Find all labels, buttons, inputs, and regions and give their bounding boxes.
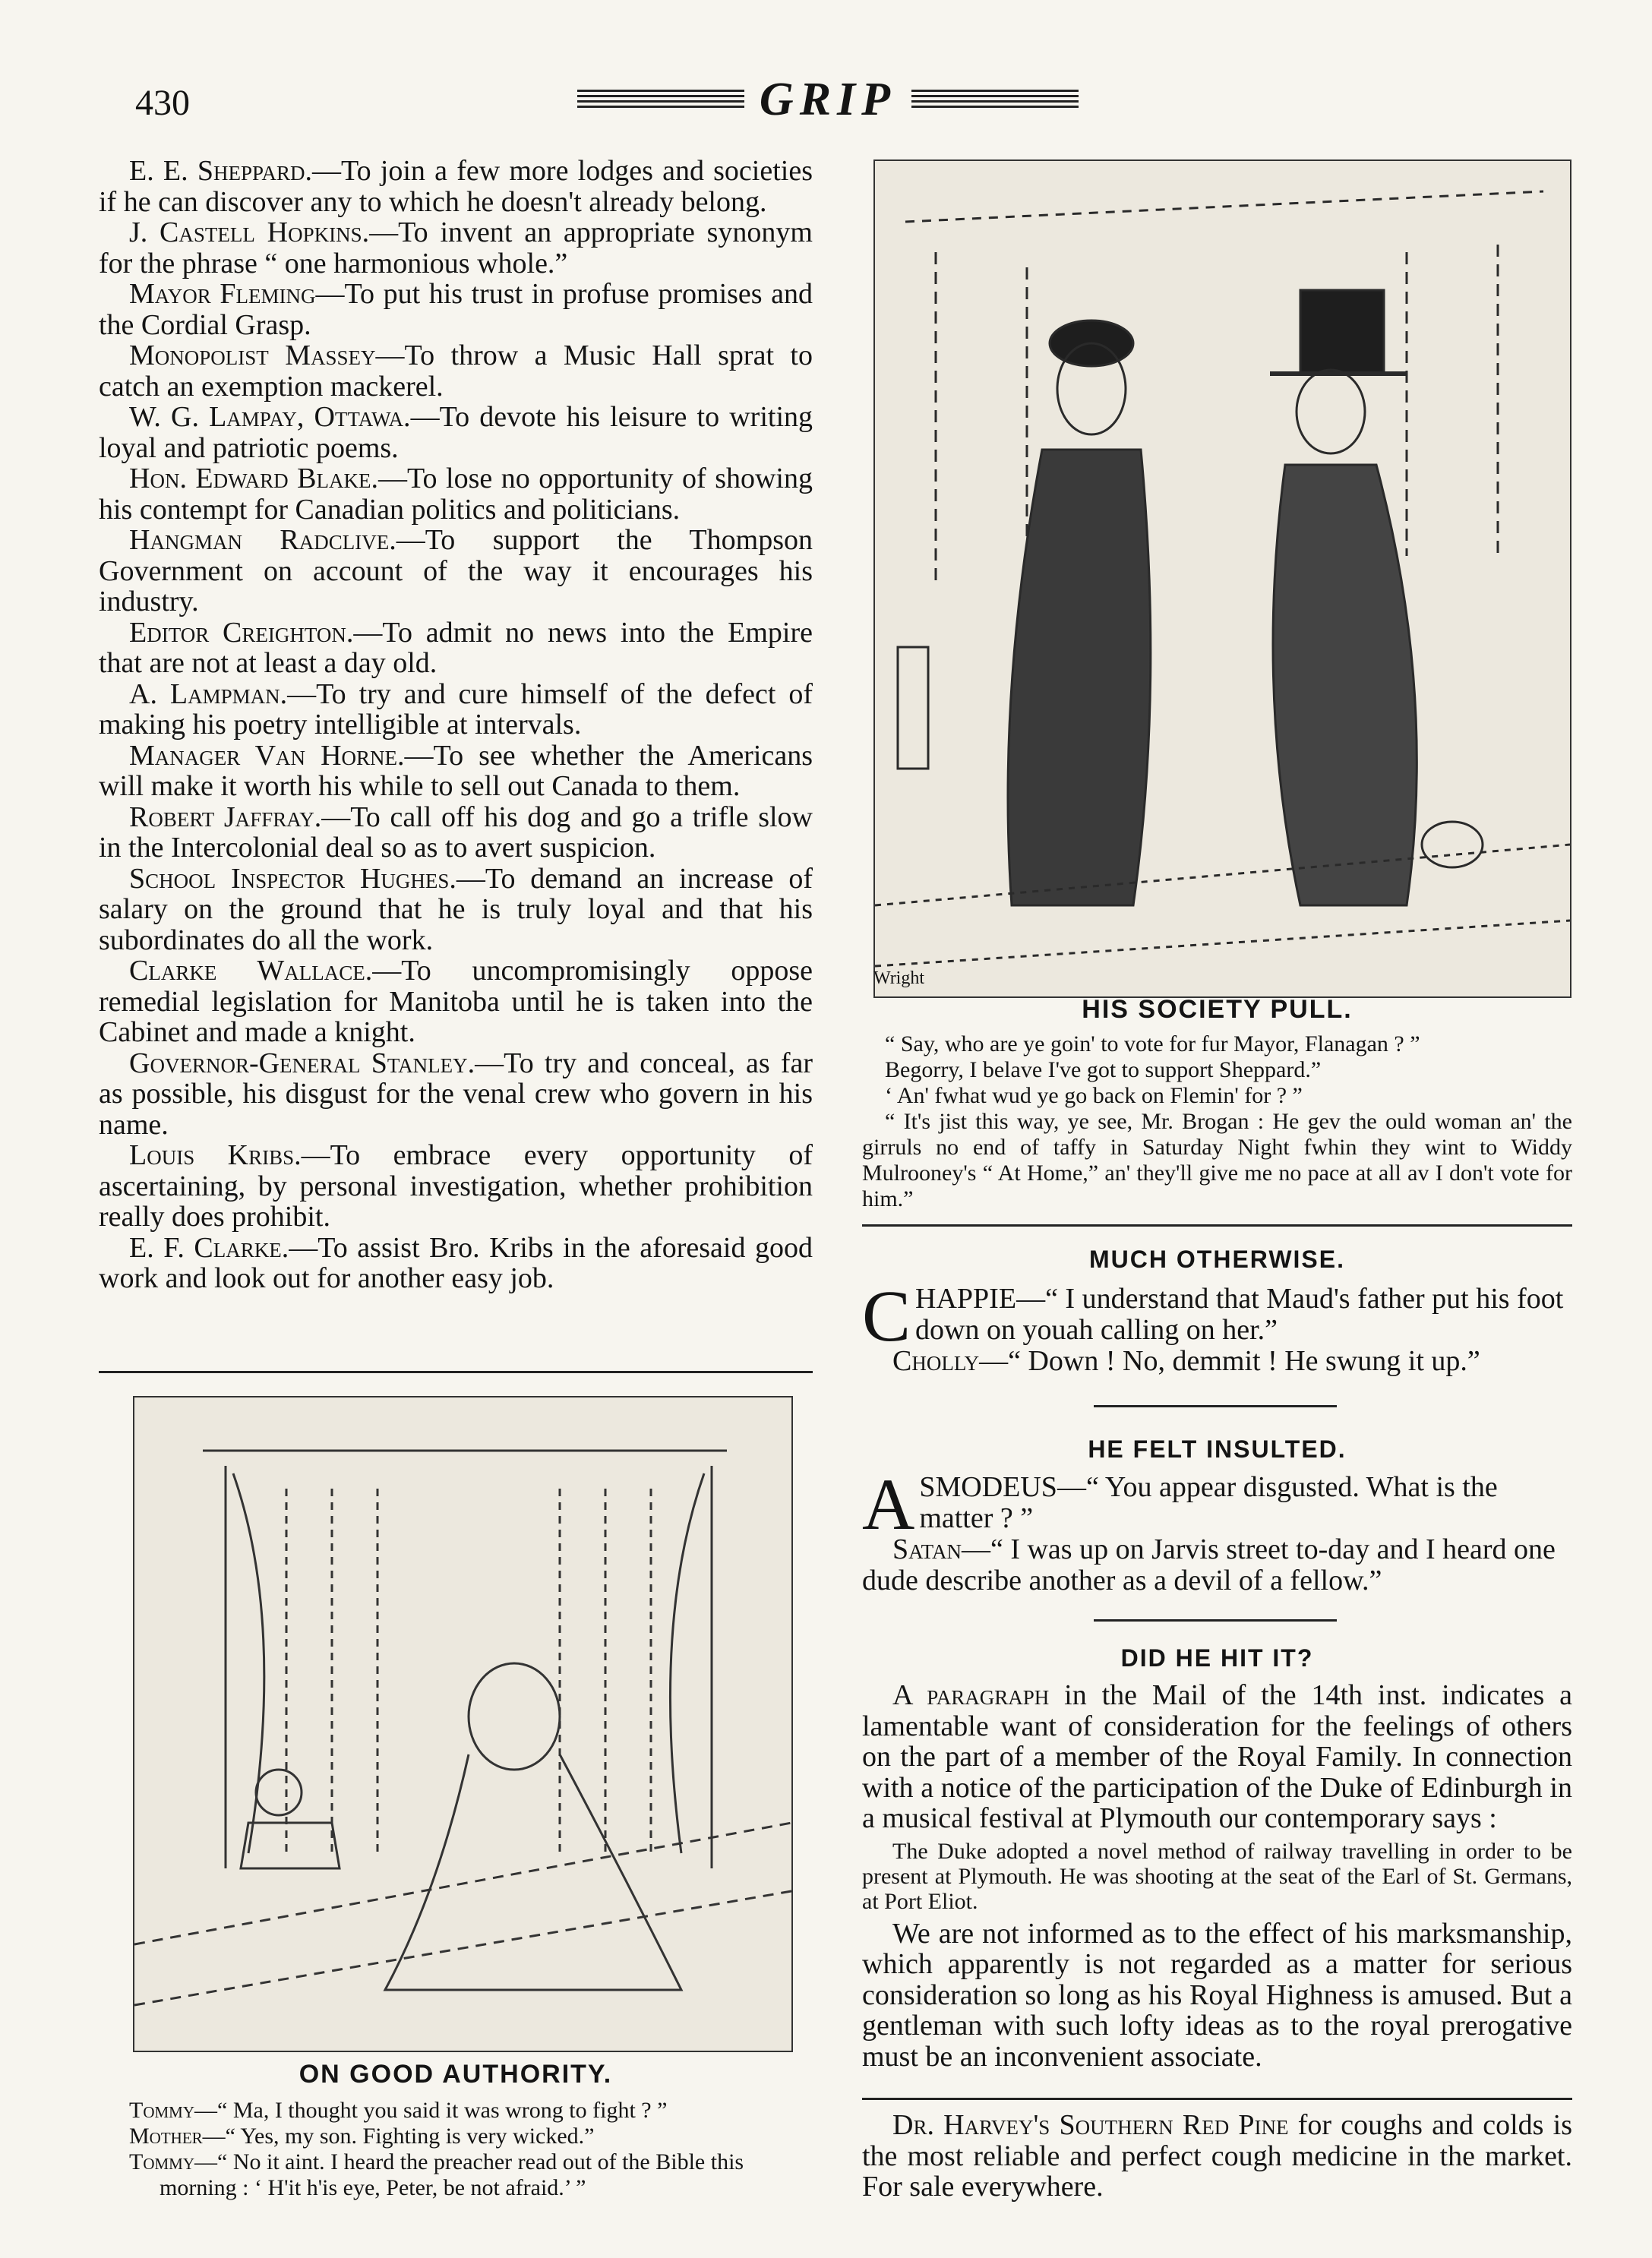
resolution-text: —To uncompromisingly oppose remedial legislation for Manitoba until he is taken into the Cabinet and made a knight.: [99, 955, 813, 1048]
did-he-hit-it-heading: DID HE HIT IT?: [1120, 1644, 1314, 1672]
masthead-rule-right: [911, 90, 1079, 108]
resolution-entry: [99, 217, 813, 279]
dialogue-text: —“ Ma, I thought you said it was wrong to fight ? ”: [194, 2098, 668, 2123]
dialogue-line: ‘ An' fwhat wud ye go back on Flemin' for ? ”: [885, 1083, 1303, 1108]
resolution-entry: [99, 156, 813, 217]
resolution-name: Robert Jaffray.: [129, 801, 322, 833]
did-he-hit-it-lead: A paragraph: [892, 1679, 1050, 1711]
resolution-text: —To try and cure himself of the defect of making his poetry intelligible at intervals.: [99, 677, 813, 741]
resolution-text: —To try and conceal, as far as possible, his disgust for the venal crew who govern in his name.: [99, 1047, 813, 1141]
advert-rule: [862, 2098, 1572, 2100]
resolution-text: —To invent an appropriate synonym for the phrase “ one harmonious whole.”: [99, 216, 813, 279]
did-he-hit-it-text: [862, 1680, 1572, 2072]
resolution-name: Mayor Fleming: [129, 278, 316, 310]
much-otherwise-speaker-2: Cholly: [892, 1345, 980, 1377]
resolution-entry: [99, 525, 813, 617]
dialogue-speaker: Mother: [129, 2124, 203, 2149]
section-rule: [862, 1224, 1572, 1227]
cartoon-sketch-mother-and-son: [134, 1397, 791, 2051]
resolution-entry: [99, 741, 813, 802]
resolution-name: J. Castell Hopkins.: [129, 216, 370, 248]
advert-text: [862, 2110, 1572, 2203]
resolution-entry: [99, 679, 813, 741]
resolution-name: School Inspector Hughes.: [129, 862, 456, 895]
resolution-name: Monopolist Massey: [129, 339, 376, 371]
cartoon-right-caption: HIS SOCIETY PULL.: [1082, 995, 1353, 1024]
resolution-name: Clarke Wallace.: [129, 955, 373, 987]
cartoon-left-dialogue: [129, 2098, 813, 2201]
dialogue-line: [129, 2149, 813, 2201]
much-otherwise-text: [862, 1275, 1572, 1377]
resolution-text: —To lose no opportunity of showing his contempt for Canadian politics and politicians.: [99, 463, 813, 526]
resolution-text: —To see whether the Americans will make it worth his while to sell out Canada to them.: [99, 739, 813, 802]
resolution-entry: [99, 402, 813, 463]
he-felt-insulted-speaker-1: SMODEUS: [919, 1471, 1057, 1503]
resolution-name: Governor-General Stanley.: [129, 1047, 475, 1079]
resolution-entry: [99, 617, 813, 679]
short-rule-2: [1094, 1619, 1337, 1622]
resolution-entry: [99, 864, 813, 956]
resolution-entry: [99, 1233, 813, 1294]
did-he-hit-it-quote: The Duke adopted a novel method of railway travelling in order to be present at Plymouth. He was shooting at the seat of the Earl of St. Germans, at Port Eliot.: [862, 1838, 1572, 1914]
he-felt-insulted-line-2: —“ I was up on Jarvis street to-day and I heard one dude describe another as a devil of a fellow.”: [862, 1533, 1556, 1596]
resolution-text: —To devote his leisure to writing loyal and patriotic poems.: [99, 401, 813, 464]
resolution-entry: [99, 463, 813, 525]
advert-brand: Dr. Harvey's Southern Red Pine: [892, 2109, 1289, 2141]
dialogue-text: —“ Yes, my son. Fighting is very wicked.”: [202, 2124, 595, 2149]
resolution-text: —To embrace every opportunity of ascertaining, by personal investigation, whether prohibition really does prohibit.: [99, 1139, 813, 1233]
resolution-text: —To throw a Music Hall sprat to catch an exemption mackerel.: [99, 339, 813, 403]
dialogue-speaker: Tommy: [129, 2098, 195, 2123]
resolution-entry: [99, 1048, 813, 1141]
dialogue-line: [129, 2124, 813, 2149]
resolution-entry: [99, 802, 813, 864]
he-felt-insulted-heading: HE FELT INSULTED.: [1088, 1435, 1347, 1463]
resolution-name: Editor Creighton.: [129, 616, 354, 649]
resolution-name: Louis Kribs.: [129, 1139, 302, 1171]
masthead: [577, 73, 1079, 126]
cartoon-his-society-pull: [873, 159, 1571, 998]
cartoon-right-dialogue: [862, 1031, 1572, 1212]
resolution-name: Hon. Edward Blake.: [129, 463, 378, 494]
resolution-entry: [99, 1140, 813, 1233]
masthead-title: GRIP: [759, 74, 897, 125]
resolution-text: —To support the Thompson Government on account of the way it encourages his industry.: [99, 524, 813, 617]
did-he-hit-it-paragraph-1: in the Mail of the 14th inst. indicates a lamentable want of consideration for the feelings of others on the part of a member of the Royal Family. In connection with a notice of the participation of the Duke of Edinburgh in a musical festival at Plymouth our contemporary says :: [862, 1679, 1572, 1834]
did-he-hit-it-paragraph-2: We are not informed as to the effect of his marksmanship, which apparently is not regarded as a matter for serious consideration so long as his Royal Highness is amused. But a gentleman with such lofty ideas as to the royal prerogative must be an inconvenient associate.: [862, 1917, 1572, 2073]
short-rule-1: [1094, 1405, 1337, 1407]
much-otherwise-line-1: —“ I understand that Maud's father put his foot down on youah calling on her.”: [915, 1283, 1564, 1346]
dialogue-speaker: Tommy: [129, 2149, 195, 2174]
dialogue-line: Begorry, I belave I've got to support Sheppard.”: [885, 1057, 1322, 1082]
resolution-text: —To assist Bro. Kribs in the aforesaid good work and look out for another easy job.: [99, 1231, 813, 1294]
resolutions-column: [99, 156, 813, 1294]
he-felt-insulted-text: [862, 1464, 1572, 1596]
resolution-text: —To put his trust in profuse promises and the Cordial Grasp.: [99, 278, 813, 341]
dialogue-line: “ It's jist this way, ye see, Mr. Brogan : He gev the ould woman an' the girruls no end of taffy in Saturday Night fwhin they wint to Widdy Mulrooney's “ At Home,” an' they'll give me no pace at all av I don't vote for him.”: [862, 1109, 1572, 1211]
dialogue-text: —“ No it aint. I heard the preacher read out of the Bible this morning : ‘ H'it h'is eye, Peter, be not afraid.’ ”: [160, 2149, 744, 2200]
resolution-text: —To call off his dog and go a trifle slow in the Intercolonial deal so as to avert suspicion.: [99, 801, 813, 864]
resolution-text: —To admit no news into the Empire that are not at least a day old.: [99, 616, 813, 679]
much-otherwise-heading: MUCH OTHERWISE.: [1089, 1246, 1345, 1273]
resolution-name: W. G. Lampay, Ottawa.: [129, 401, 411, 433]
resolution-text: —To join a few more lodges and societies if he can discover any to which he doesn't already belong.: [99, 155, 813, 218]
resolution-name: E. F. Clarke.: [129, 1231, 289, 1264]
resolution-entry: [99, 955, 813, 1048]
he-felt-insulted-speaker-2: Satan: [892, 1533, 962, 1565]
much-otherwise-dropcap: C: [862, 1275, 911, 1356]
page-number: 430: [135, 83, 190, 123]
resolution-entry: [99, 279, 813, 340]
resolution-name: Manager Van Horne.: [129, 739, 405, 772]
dialogue-line: “ Say, who are ye goin' to vote for fur Mayor, Flanagan ? ”: [885, 1031, 1420, 1056]
he-felt-insulted-dropcap: A: [862, 1464, 915, 1545]
resolution-text: —To demand an increase of salary on the ground that he is truly loyal and that his subordinates do all the work.: [99, 862, 813, 956]
cartoon-left-caption: ON GOOD AUTHORITY.: [298, 2060, 613, 2089]
cartoon-sketch-two-men-talking: [875, 161, 1570, 996]
resolution-entry: [99, 340, 813, 402]
advert-body: for coughs and colds is the most reliable and perfect cough medicine in the market. For sale everywhere.: [862, 2109, 1572, 2203]
cartoon-signature: Wright: [873, 968, 925, 988]
resolution-name: A. Lampman.: [129, 677, 288, 710]
resolution-name: Hangman Radclive.: [129, 524, 396, 556]
much-otherwise-line-2: —“ Down ! No, demmit ! He swung it up.”: [979, 1345, 1480, 1377]
dialogue-line: [129, 2098, 813, 2124]
cartoon-on-good-authority: [133, 1396, 793, 2052]
he-felt-insulted-line-1: —“ You appear disgusted. What is the matter ? ”: [919, 1471, 1498, 1534]
much-otherwise-speaker-1: HAPPIE: [915, 1283, 1017, 1315]
column-divider-rule: [99, 1371, 813, 1373]
resolution-name: E. E. Sheppard.: [129, 155, 313, 187]
